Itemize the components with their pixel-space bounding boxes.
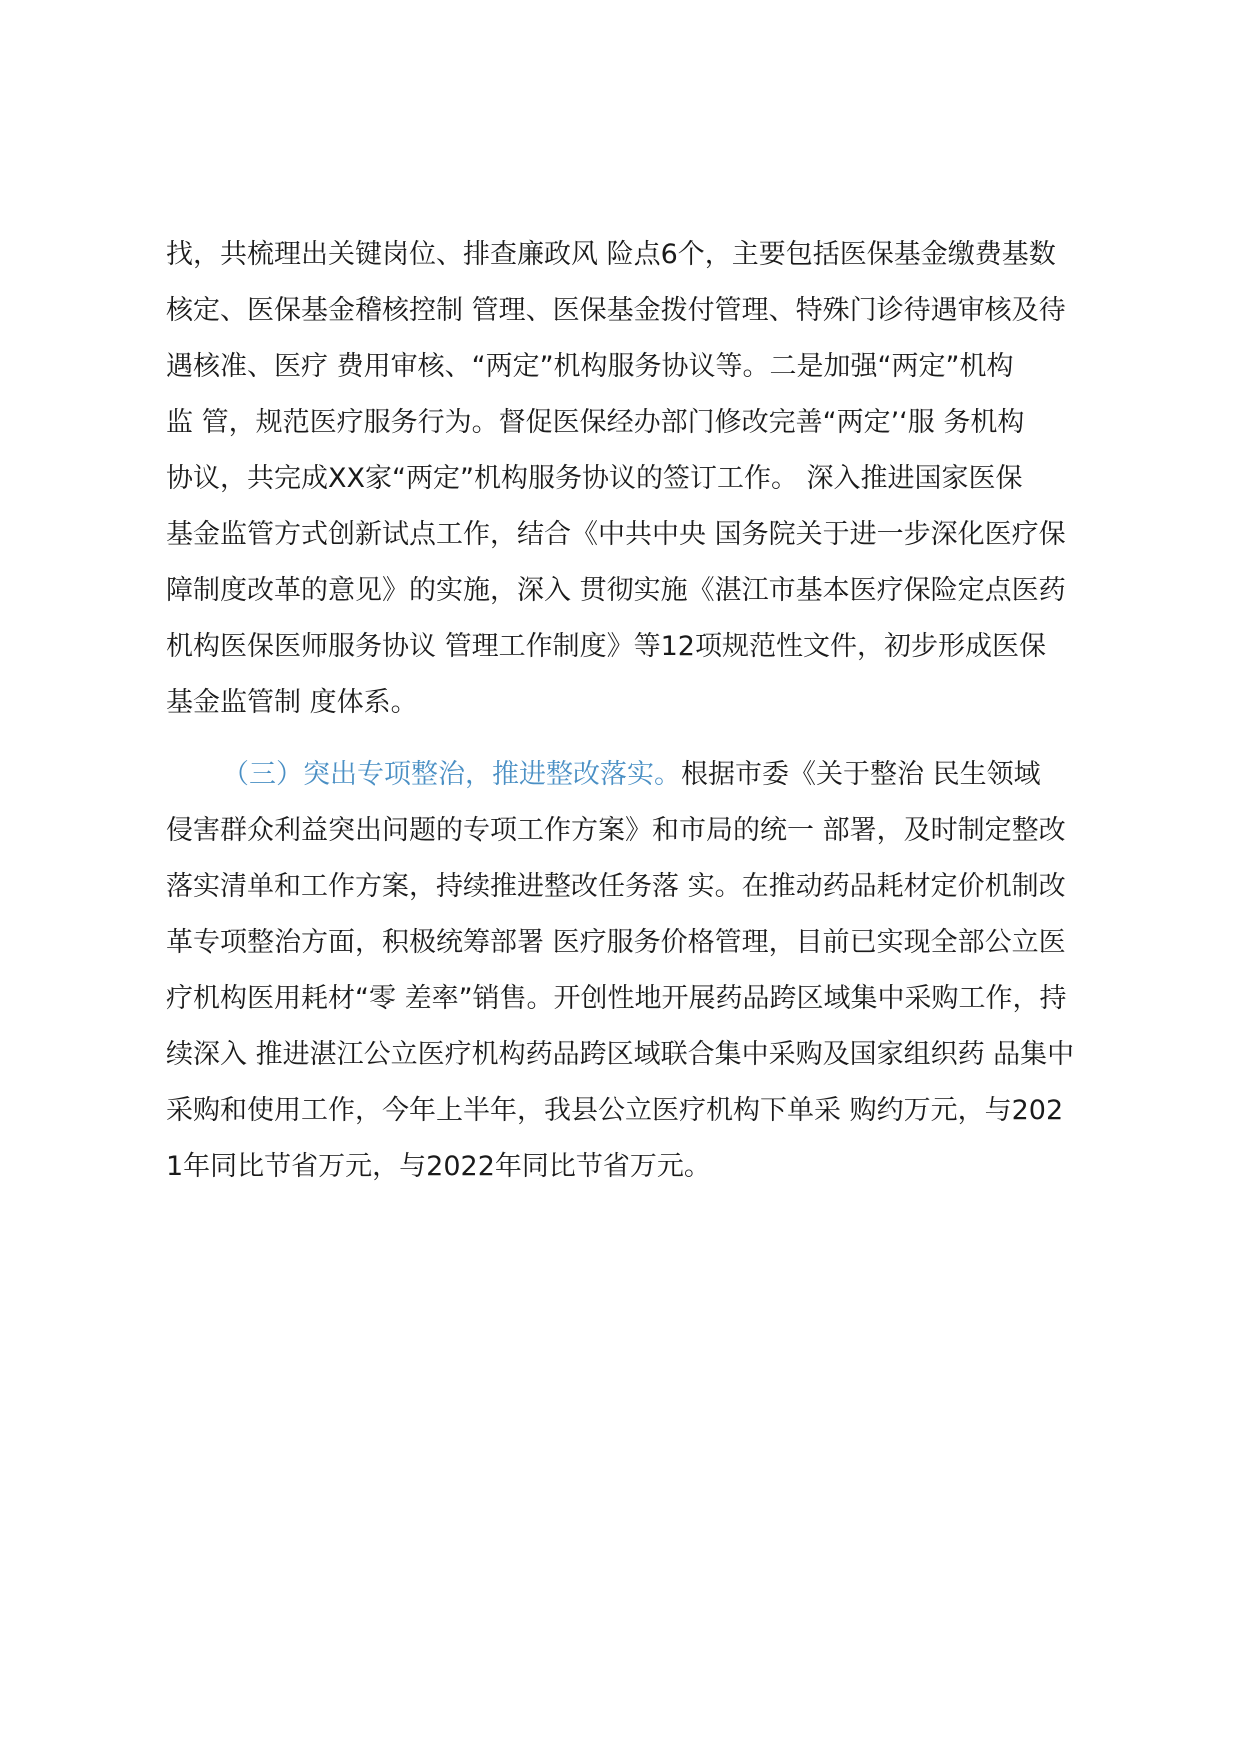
paragraph-1-line-4: 监 管，规范医疗服务行为。督促医保经办部门修改完善“两定’‘服 务机构 xyxy=(166,407,1025,438)
paragraph-1-line-3: 遇核准、医疗 费用审核、“两定”机构服务协议等。二是加强“两定”机构 xyxy=(166,351,1014,382)
paragraph-2-line-7: 采购和使用工作，今年上半年，我县公立医疗机构下单采 购约万元，与202 xyxy=(166,1095,1064,1126)
paragraph-1-line-2: 核定、医保基金稽核控制 管理、医保基金拨付管理、特殊门诊待遇审核及待 xyxy=(166,295,1066,326)
paragraph-1-line-5: 协议，共完成XX家“两定”机构服务协议的签订工作。 深入推进国家医保 xyxy=(166,463,1023,494)
section-heading: （三）突出专项整治，推进整改落实。 xyxy=(222,759,681,790)
paragraph-1-line-7: 障制度改革的意见》的实施，深入 贯彻实施《湛江市基本医疗保险定点医药 xyxy=(166,575,1066,606)
paragraph-2-line-6: 续深入 推进湛江公立医疗机构药品跨区域联合集中采购及国家组织药 品集中 xyxy=(166,1039,1075,1070)
paragraph-2-line-2: 侵害群众利益突出问题的专项工作方案》和市局的统一 部署，及时制定整改 xyxy=(166,815,1066,846)
paragraph-2-line-3: 落实清单和工作方案，持续推进整改任务落 实。在推动药品耗材定价机制改 xyxy=(166,871,1066,902)
paragraph-2-line-5: 疗机构医用耗材“零 差率”销售。开创性地开展药品跨区域集中采购工作，持 xyxy=(166,983,1067,1014)
paragraph-1-line-8: 机构医保医师服务协议 管理工作制度》等12项规范性文件，初步形成医保 xyxy=(166,631,1046,662)
paragraph-1-line-9: 基金监管制 度体系。 xyxy=(166,687,418,718)
paragraph-1-line-6: 基金监管方式创新试点工作，结合《中共中央 国务院关于进一步深化医疗保 xyxy=(166,519,1066,550)
paragraph-1-line-1: 找，共梳理出关键岗位、排查廉政风 险点6个，主要包括医保基金缴费基数 xyxy=(166,239,1056,270)
paragraph-2-line-4: 革专项整治方面，积极统筹部署 医疗服务价格管理，目前已实现全部公立医 xyxy=(166,927,1066,958)
paragraph-2-line-1 xyxy=(222,747,1076,803)
paragraph-2-line-8: 1年同比节省万元，与2022年同比节省万元。 xyxy=(166,1151,711,1182)
paragraph-2-line-1-rest: 根据市委《关于整治 民生领域 xyxy=(681,759,1041,790)
